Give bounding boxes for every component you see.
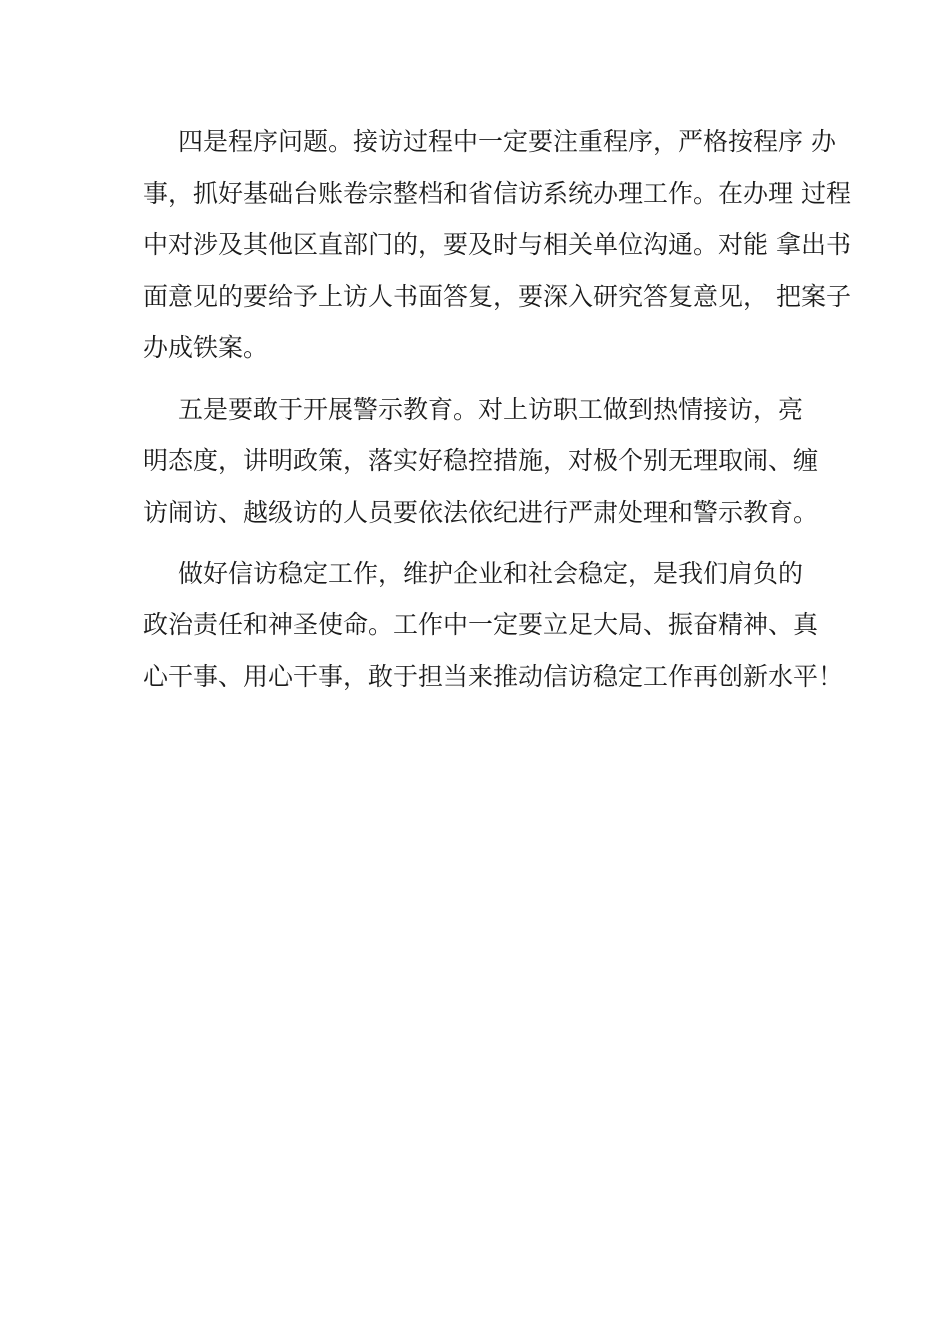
paragraph-3-line-3: 心干事、用心干事，敢于担当来推动信访稳定工作再创新水平！ <box>143 662 844 691</box>
paragraph-1-line-5: 办成铁案。 <box>143 333 269 362</box>
paragraph-2-line-1: 五是要敢于开展警示教育。对上访职工做到热情接访，亮 <box>178 395 804 424</box>
paragraph-2-line-3: 访闹访、越级访的人员要依法依纪进行严肃处理和警示教育。 <box>143 498 819 527</box>
paragraph-1-line-2: 事，抓好基础台账卷宗整档和省信访系统办理工作。在办理 过程 <box>143 179 851 208</box>
paragraph-1-line-4: 面意见的要给予上访人书面答复，要深入研究答复意见， 把案子 <box>143 282 851 311</box>
paragraph-1-line-3: 中对涉及其他区直部门的，要及时与相关单位沟通。对能 拿出书 <box>143 230 851 259</box>
paragraph-1-line-1: 四是程序问题。接访过程中一定要注重程序，严格按程序 办 <box>178 127 836 156</box>
paragraph-3-line-1: 做好信访稳定工作，维护企业和社会稳定，是我们肩负的 <box>178 559 804 588</box>
paragraph-2-line-2: 明态度，讲明政策，落实好稳控措施，对极个别无理取闹、缠 <box>143 446 819 475</box>
paragraph-3-line-2: 政治责任和神圣使命。工作中一定要立足大局、振奋精神、真 <box>143 610 819 639</box>
